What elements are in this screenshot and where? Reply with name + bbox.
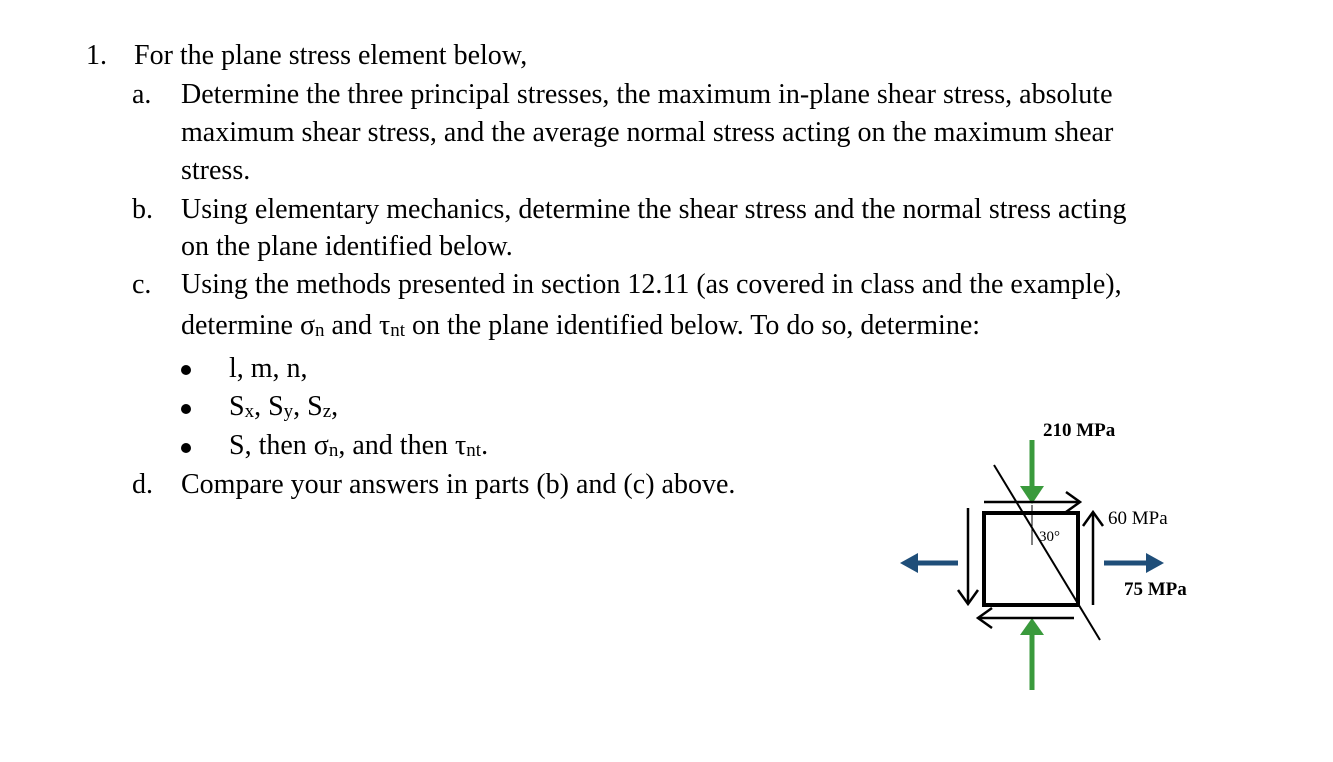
- stress-element-figure: [880, 400, 1210, 700]
- inclined-plane-line: [994, 465, 1100, 640]
- part-c-label: c.: [132, 269, 152, 300]
- angle-label: 30°: [1039, 529, 1060, 545]
- part-b-label: b.: [132, 194, 153, 225]
- part-b-line-2: on the plane identified below.: [181, 231, 513, 262]
- right-normal-stress-arrow: [1104, 553, 1164, 573]
- part-d-text: Compare your answers in parts (b) and (c) above.: [181, 469, 736, 500]
- sigma-symbol: σ: [299, 310, 316, 341]
- problem-number: 1.: [86, 40, 107, 71]
- vertical-stress-label: 210 MPa: [1043, 420, 1116, 441]
- bullet-2-text: $S_x$, $S_y$, $S_z$,: [229, 391, 339, 422]
- shear-arrow-right: [1083, 512, 1103, 605]
- bullet-dot-3: [181, 443, 191, 453]
- part-c-line-1: Using the methods presented in section 12.11 (as covered in class and the example),: [181, 269, 1122, 300]
- shear-arrow-left: [958, 508, 978, 604]
- part-b-line-1: Using elementary mechanics, determine the shear stress and the normal stress acting: [181, 194, 1127, 225]
- shear-arrow-bottom: [978, 608, 1074, 628]
- part-a-label: a.: [132, 79, 152, 110]
- bullet-1-text: l, m, n,: [229, 353, 308, 384]
- tau-symbol: τ: [378, 310, 391, 341]
- problem-stem: For the plane stress element below,: [134, 40, 528, 71]
- bullet-dot-2: [181, 404, 191, 414]
- bullet-dot-1: [181, 365, 191, 375]
- bullet-3-text: S, then $\sigma_n$, and then $\tau_{nt}$.: [229, 430, 489, 461]
- left-normal-stress-arrow: [900, 553, 958, 573]
- part-a-line-3: stress.: [181, 155, 251, 186]
- part-c-line-2: determine $\sigma_n$ and $\tau_{nt}$ on the plane identified below. To do so, determine:: [181, 310, 981, 341]
- bottom-normal-stress-arrow: [1020, 618, 1044, 690]
- part-d-label: d.: [132, 469, 153, 500]
- horizontal-stress-label: 75 MPa: [1124, 579, 1187, 600]
- part-a-line-1: Determine the three principal stresses, the maximum in-plane shear stress, absolute: [181, 79, 1113, 110]
- shear-stress-label: 60 MPa: [1108, 508, 1168, 529]
- part-a-line-2: maximum shear stress, and the average normal stress acting on the maximum shear: [181, 117, 1114, 148]
- top-normal-stress-arrow: [1020, 440, 1044, 504]
